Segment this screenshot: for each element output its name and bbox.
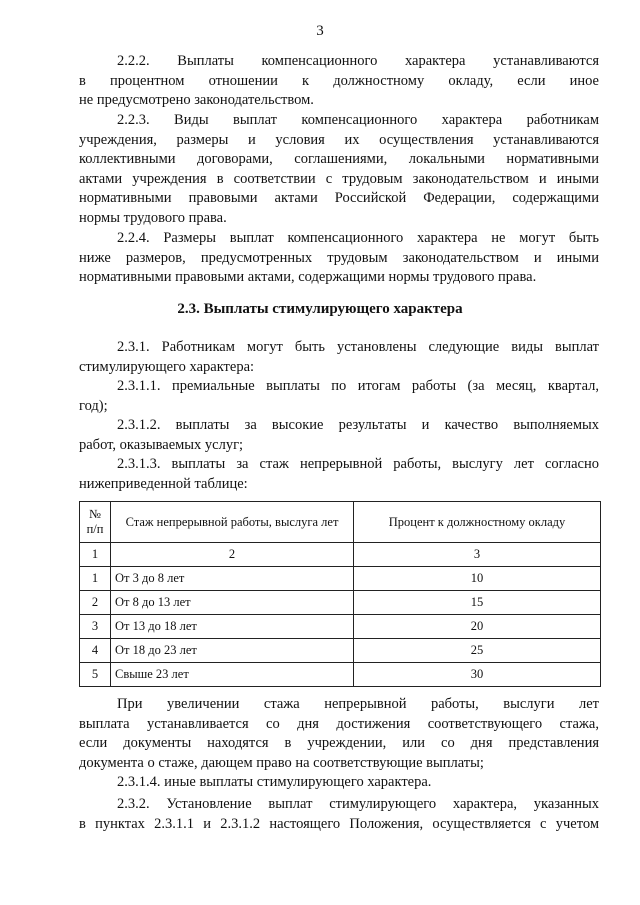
paragraph-2-3-1 [79,338,599,377]
table-row [80,615,601,639]
paragraph-2-3-2 [79,795,599,834]
table-row [80,639,601,663]
section-heading: 2.3. Выплаты стимулирующего характера [177,301,463,317]
paragraph-2-2-2 [79,52,599,111]
table-cell: 15 [354,591,601,615]
text-line: документа о стаже, дающем право на соответствующие выплаты; [79,754,484,771]
text-line: ниже размеров, предусмотренных трудовым законодательством и иными [79,249,599,266]
table-cell: 1 [80,567,111,591]
paragraph-2-3-1-2 [79,416,599,455]
column-header-number: № п/п [80,502,111,543]
text-line: нормы трудового права. [79,209,227,226]
column-header-percent: Процент к должностному окладу [354,502,601,543]
text-line: работ, оказываемых услуг; [79,436,244,453]
text-line: не предусмотрено законодательством. [79,92,314,108]
table-cell: 30 [354,663,601,687]
table-cell: Свыше 23 лет [111,663,354,687]
text-line: год); [79,397,108,414]
text-line: 2.3.1. Работникам могут быть установлены следующие виды выплат [117,339,599,355]
text-line: в пунктах 2.3.1.1 и 2.3.1.2 настоящего Положения, осуществляется с учетом [79,815,599,832]
table-cell: 4 [80,639,111,663]
table-cell: 1 [80,543,111,567]
text-line: 2.2.3. Виды выплат компенсационного характера работникам [117,112,599,128]
table-cell: 3 [80,615,111,639]
page-number: 3 [316,23,324,39]
table-cell: От 8 до 13 лет [111,591,354,615]
text-line: нормативными правовыми актами Российской Федерации, содержащими [79,190,599,206]
text-line: стимулирующего характера: [79,358,255,375]
text-line: При увеличении стажа непрерывной работы, выслуги лет [117,696,599,712]
table-cell: 5 [80,663,111,687]
seniority-table [79,501,601,687]
text-line: актами учреждения в соответствии с трудовым законодательством и иными [79,170,599,187]
table-header-row [80,502,601,543]
paragraph-2-3-1-4 [79,773,599,793]
text-line: 2.2.2. Выплаты компенсационного характера устанавливаются [117,53,599,69]
paragraph-2-3-1-1 [79,377,599,416]
paragraph-2-2-4 [79,229,599,288]
text-line: нормативными правовыми актами, содержащими нормы трудового права. [79,269,537,285]
text-line: 2.3.1.2. выплаты за высокие результаты и качество выполняемых [117,417,599,433]
paragraph-2-3-1-3 [79,455,599,494]
table-cell: 2 [111,543,354,567]
table-cell: 20 [354,615,601,639]
text-line: 2.3.1.1. премиальные выплаты по итогам работы (за месяц, квартал, [117,378,599,394]
text-line: коллективными договорами, соглашениями, локальными нормативными [79,151,599,167]
text-line: нижеприведенной таблице: [79,475,248,492]
table-cell: 3 [354,543,601,567]
text-line: учреждения, размеры и условия их осуществления устанавливаются [79,131,599,148]
table-numbering-row [80,543,601,567]
text-line: 2.3.2. Установление выплат стимулирующего характера, указанных [117,796,599,812]
text-line: 2.3.1.4. иные выплаты стимулирующего характера. [117,774,432,790]
table-cell: 10 [354,567,601,591]
text-line: 2.3.1.3. выплаты за стаж непрерывной работы, выслугу лет согласно [117,456,599,472]
table-row [80,567,601,591]
table-cell: От 13 до 18 лет [111,615,354,639]
table-cell: 2 [80,591,111,615]
text-line: выплата устанавливается со дня достижения соответствующего стажа, [79,715,599,732]
table-row [80,663,601,687]
table-row [80,591,601,615]
table-cell: От 18 до 23 лет [111,639,354,663]
table-cell: 25 [354,639,601,663]
text-line: в процентном отношении к должностному окладу, если иное [79,72,599,89]
paragraph-after-table [79,695,599,773]
text-line: если документы находятся в учреждении, или со дня представления [79,735,599,751]
paragraph-2-2-3 [79,111,599,228]
table-cell: От 3 до 8 лет [111,567,354,591]
column-header-seniority: Стаж непрерывной работы, выслуга лет [111,502,354,543]
text-line: 2.2.4. Размеры выплат компенсационного характера не могут быть [117,230,599,246]
